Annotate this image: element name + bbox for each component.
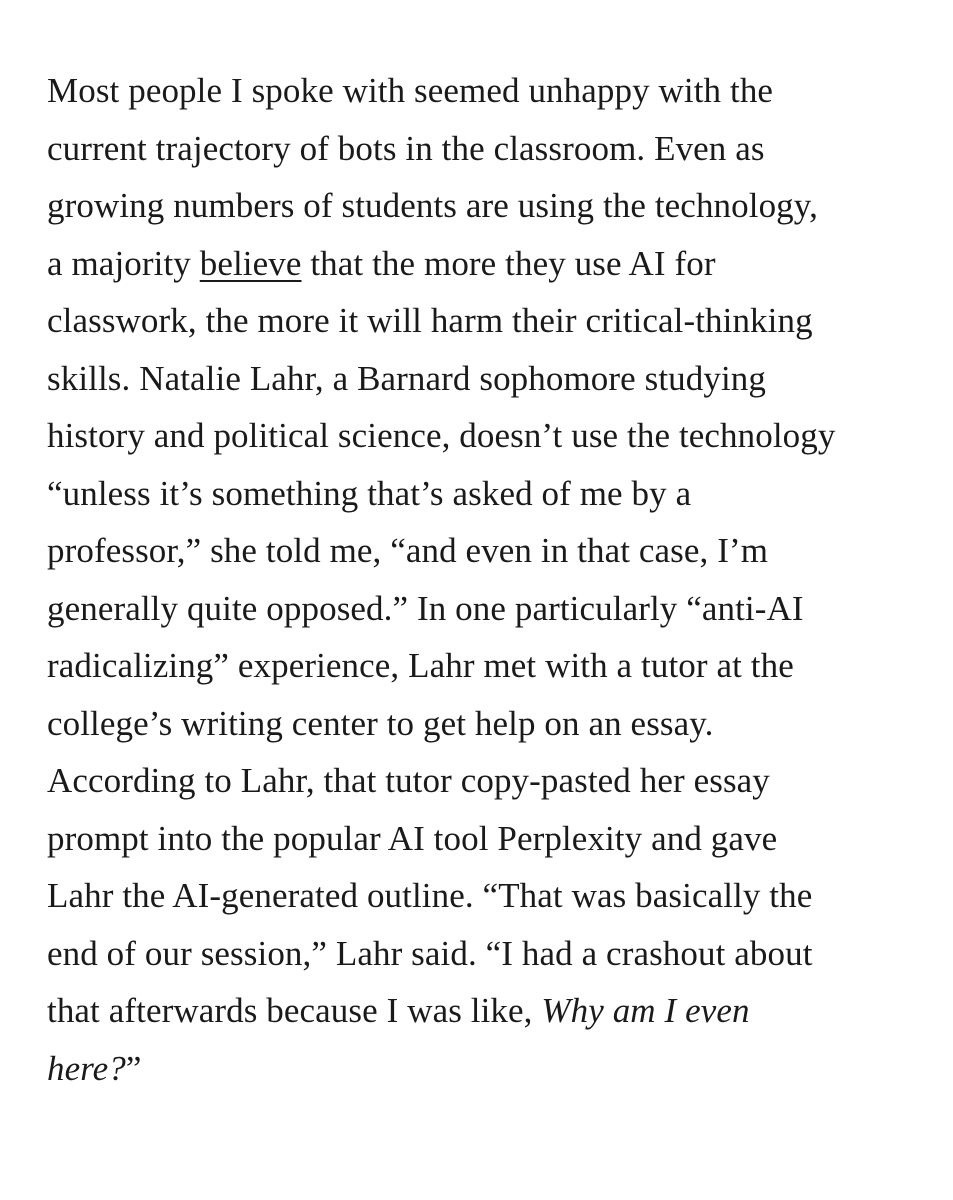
text-line: radicalizing” experience, Lahr met with a tutor at the — [47, 646, 794, 685]
text-segment: that the more they use AI for — [301, 243, 716, 283]
text-segment: ” — [125, 1048, 142, 1088]
article-body — [47, 62, 927, 1097]
text-line — [47, 1040, 927, 1098]
text-line: According to Lahr, that tutor copy-pasted her essay — [47, 761, 770, 800]
text-segment: that afterwards because I was like, — [47, 991, 542, 1030]
text-line — [47, 982, 927, 1040]
text-line: prompt into the popular AI tool Perplexity and gave — [47, 818, 778, 858]
text-line: end of our session,” Lahr said. “I had a crashout about — [47, 933, 813, 973]
text-line: classwork, the more it will harm their critical-thinking — [47, 301, 813, 340]
text-line — [47, 235, 927, 293]
text-line: history and political science, doesn’t use the technology — [47, 416, 836, 455]
text-line: generally quite opposed.” In one particularly “anti-AI — [47, 588, 804, 628]
text-segment: a majority — [47, 243, 200, 283]
believe-link[interactable]: believe — [199, 243, 302, 283]
text-line: college’s writing center to get help on an essay. — [47, 703, 714, 743]
italic-quote: here? — [47, 1048, 126, 1088]
italic-quote: Why am I even — [541, 991, 750, 1030]
text-line: growing numbers of students are using the technology, — [47, 186, 818, 225]
text-line: Most people I spoke with seemed unhappy with the — [47, 71, 774, 110]
text-line: skills. Natalie Lahr, a Barnard sophomore studying — [47, 358, 766, 398]
text-line: current trajectory of bots in the classroom. Even as — [47, 128, 765, 168]
text-line: “unless it’s something that’s asked of me by a — [47, 473, 692, 513]
text-line: Lahr the AI-generated outline. “That was basically the — [47, 876, 813, 915]
text-line: professor,” she told me, “and even in that case, I’m — [47, 531, 769, 570]
